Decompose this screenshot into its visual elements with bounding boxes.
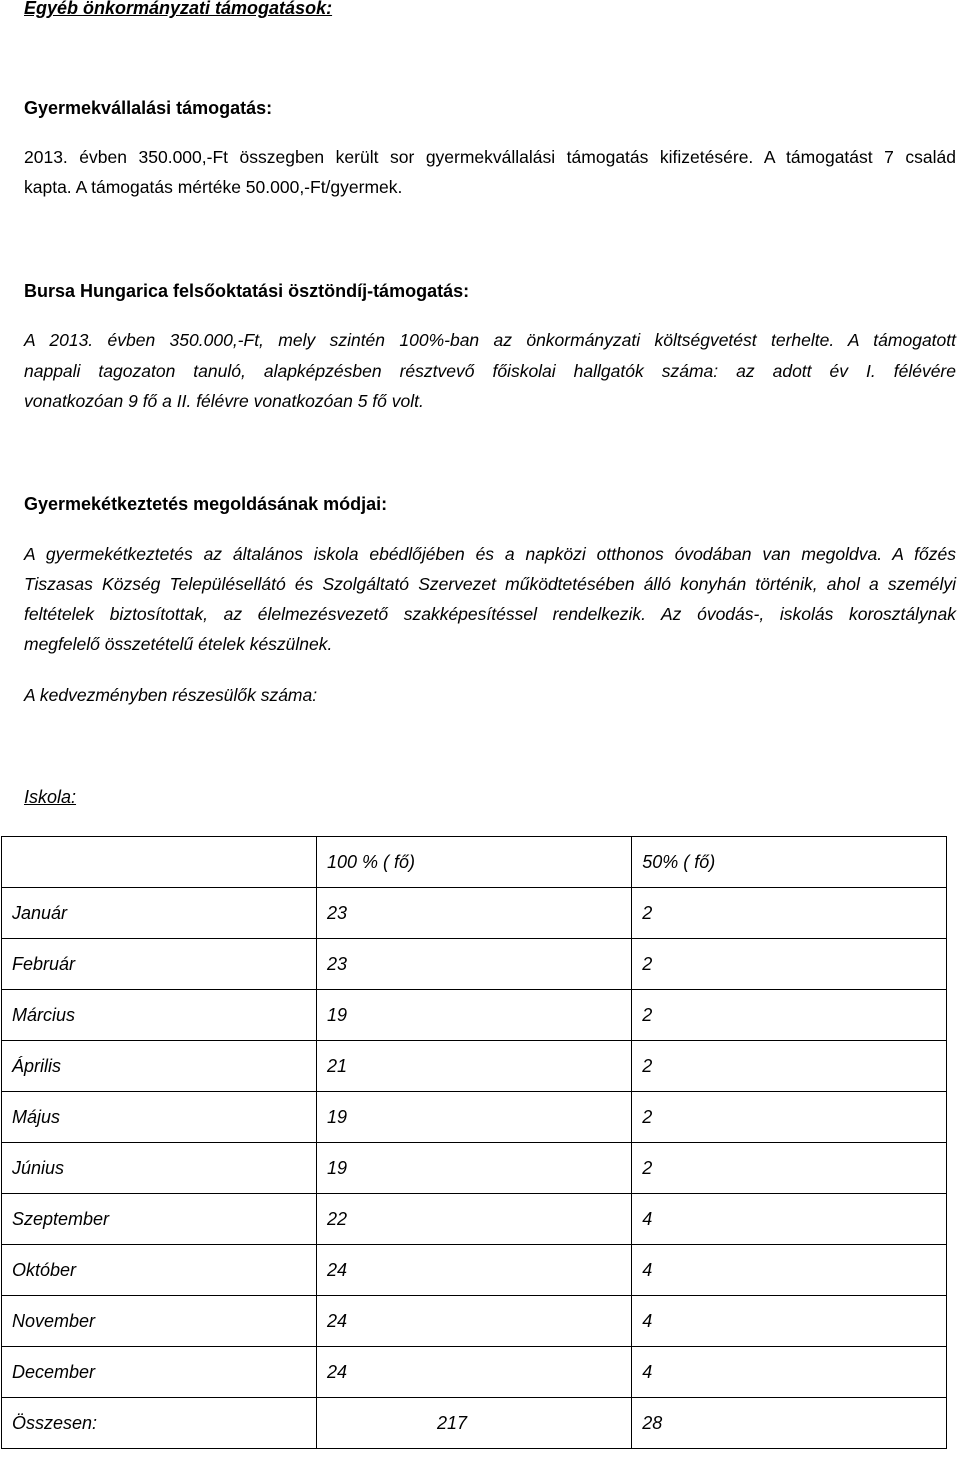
section-title-meals: Gyermekétkeztetés megoldásának módjai:: [24, 494, 388, 514]
half-rate-cell: 2: [632, 1092, 947, 1143]
paragraph-line: nappali tagozaton tanuló, alapképzésben résztvevő főiskolai hallgatók száma: az adott év I. félévére: [24, 361, 956, 381]
full-rate-cell: 24: [317, 1296, 632, 1347]
paragraph-line: vonatkozóan 9 fő a II. félévre vonatkozóan 5 fő volt.: [24, 391, 424, 411]
full-rate-cell: 19: [317, 1092, 632, 1143]
full-rate-cell: 19: [317, 1143, 632, 1194]
table-total-row: [2, 1398, 947, 1449]
table-header-row: [2, 837, 947, 888]
half-rate-cell: 4: [632, 1347, 947, 1398]
table-row: [2, 990, 947, 1041]
table-header-cell: 100 % ( fő): [317, 837, 632, 888]
table-row: [2, 939, 947, 990]
table-row: [2, 888, 947, 939]
table-row: [2, 1296, 947, 1347]
full-rate-cell: 23: [317, 939, 632, 990]
month-cell: Június: [2, 1143, 317, 1194]
full-rate-cell: 19: [317, 990, 632, 1041]
table-row: [2, 1041, 947, 1092]
table-header-cell: [2, 837, 317, 888]
full-rate-cell: 23: [317, 888, 632, 939]
paragraph-line: 2013. évben 350.000,-Ft összegben került sor gyermekvállalási támogatás kifizetésére. A támogatást 7 család: [24, 147, 956, 167]
paragraph-line: A 2013. évben 350.000,-Ft, mely szintén 100%-ban az önkormányzati költségvetést terhelte. A támogatott: [24, 330, 956, 350]
page-heading: Egyéb önkormányzati támogatások:: [24, 0, 333, 18]
table-row: [2, 1092, 947, 1143]
paragraph-line: megfelelő összetételű ételek készülnek.: [24, 634, 333, 654]
beneficiaries-label: A kedvezményben részesülők száma:: [24, 685, 318, 705]
table-header-cell: 50% ( fő): [632, 837, 947, 888]
half-rate-cell: 4: [632, 1194, 947, 1245]
table-row: [2, 1245, 947, 1296]
half-rate-cell: 2: [632, 888, 947, 939]
half-rate-cell: 2: [632, 1041, 947, 1092]
month-cell: Április: [2, 1041, 317, 1092]
table-row: [2, 1194, 947, 1245]
month-cell: November: [2, 1296, 317, 1347]
half-rate-cell: 2: [632, 1143, 947, 1194]
month-cell: Január: [2, 888, 317, 939]
half-rate-cell: 2: [632, 939, 947, 990]
total-label-cell: Összesen:: [2, 1398, 317, 1449]
full-rate-cell: 22: [317, 1194, 632, 1245]
month-cell: Február: [2, 939, 317, 990]
half-rate-cell: 2: [632, 990, 947, 1041]
month-cell: December: [2, 1347, 317, 1398]
table-row: [2, 1347, 947, 1398]
full-rate-cell: 21: [317, 1041, 632, 1092]
total-half-rate-cell: 28: [632, 1398, 947, 1449]
paragraph-line: kapta. A támogatás mértéke 50.000,-Ft/gyermek.: [24, 177, 403, 197]
month-cell: Október: [2, 1245, 317, 1296]
month-cell: Május: [2, 1092, 317, 1143]
month-cell: Szeptember: [2, 1194, 317, 1245]
paragraph-line: feltételek biztosítottak, az élelmezésvezető szakképesítéssel rendelkezik. Az óvodás-, iskolás korosztálynak: [24, 604, 956, 624]
meal-beneficiaries-table: [1, 836, 947, 1449]
paragraph-line: Tiszasas Község Településellátó és Szolgáltató Szervezet működtetésében álló konyhán történik, ahol a személyi: [24, 574, 956, 594]
full-rate-cell: 24: [317, 1347, 632, 1398]
half-rate-cell: 4: [632, 1296, 947, 1347]
paragraph-line: A gyermekétkeztetés az általános iskola ebédlőjében és a napközi otthonos óvodában van megoldva. A főzés: [24, 544, 956, 564]
section-title-bursa: Bursa Hungarica felsőoktatási ösztöndíj-támogatás:: [24, 281, 470, 301]
table-row: [2, 1143, 947, 1194]
full-rate-cell: 24: [317, 1245, 632, 1296]
half-rate-cell: 4: [632, 1245, 947, 1296]
school-label: Iskola:: [24, 787, 77, 807]
month-cell: Március: [2, 990, 317, 1041]
section-title-child-support: Gyermekvállalási támogatás:: [24, 98, 273, 118]
total-full-rate-cell: 217: [317, 1398, 632, 1449]
